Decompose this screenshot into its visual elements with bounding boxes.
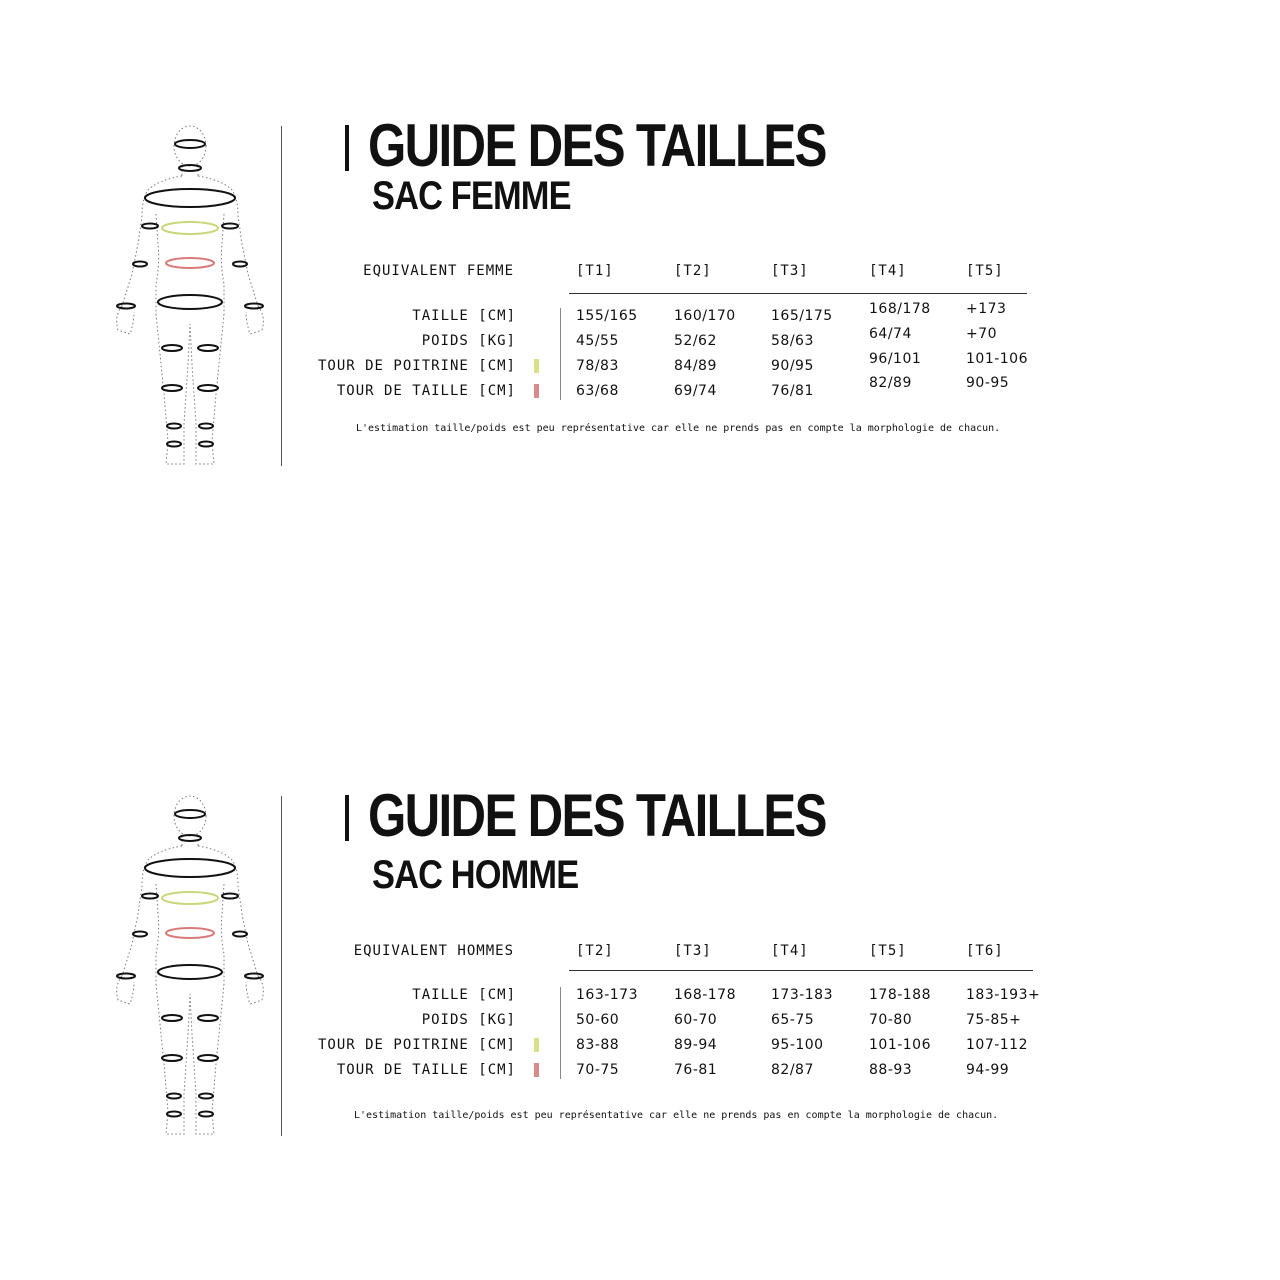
table-cell: 101-106 [966, 351, 1028, 367]
title-accent-bar [345, 795, 349, 841]
table-cell: 163-173 [576, 987, 638, 1003]
row-label: TOUR DE POITRINE [CM] [317, 358, 516, 374]
table-cell: 63/68 [576, 383, 619, 399]
table-cell: 168-178 [674, 987, 736, 1003]
divider-line [281, 126, 282, 466]
table-cell: 45/55 [576, 333, 619, 349]
table-cell: 88-93 [869, 1062, 913, 1078]
table-cell: 101-106 [869, 1037, 931, 1053]
row-color-swatch [534, 1063, 539, 1077]
table-cell: 82/89 [869, 375, 912, 391]
row-color-swatch [534, 359, 539, 373]
table-cell: 76-81 [674, 1062, 718, 1078]
table-cell: 165/175 [771, 308, 833, 324]
row-label: TOUR DE TAILLE [CM] [336, 1062, 516, 1078]
equivalent-label: EQUIVALENT HOMMES [353, 943, 514, 959]
table-cell: 90-95 [966, 375, 1010, 391]
body-measurement-figure-icon [108, 794, 272, 1140]
size-column-header: [T2] [576, 943, 614, 959]
table-cell: 95-100 [771, 1037, 824, 1053]
table-cell: 50-60 [576, 1012, 620, 1028]
table-cell: 65-75 [771, 1012, 815, 1028]
row-label: POIDS [KG] [421, 333, 516, 349]
table-cell: +173 [966, 301, 1007, 317]
table-cell: 75-85+ [966, 1012, 1022, 1028]
row-color-swatch [534, 384, 539, 398]
title-accent-bar [345, 125, 349, 171]
row-label: TOUR DE TAILLE [CM] [336, 383, 516, 399]
table-cell: 58/63 [771, 333, 814, 349]
label-separator [560, 308, 561, 400]
table-cell: 155/165 [576, 308, 638, 324]
disclaimer-note: L'estimation taille/poids est peu représentative car elle ne prends pas en compte la morphologie de chacun. [354, 1110, 999, 1121]
size-column-header: [T2] [674, 263, 712, 279]
table-cell: 60-70 [674, 1012, 718, 1028]
table-cell: 70-80 [869, 1012, 913, 1028]
table-cell: +70 [966, 326, 998, 342]
size-column-header: [T1] [576, 263, 614, 279]
row-label: TOUR DE POITRINE [CM] [317, 1037, 516, 1053]
guide-title: GUIDE DES TAILLES [368, 112, 826, 179]
table-cell: 76/81 [771, 383, 814, 399]
table-cell: 82/87 [771, 1062, 814, 1078]
row-label: TAILLE [CM] [412, 308, 516, 324]
row-label: POIDS [KG] [421, 1012, 516, 1028]
row-color-swatch [534, 1038, 539, 1052]
label-separator [560, 987, 561, 1079]
size-column-header: [T6] [966, 943, 1004, 959]
size-column-header: [T3] [674, 943, 712, 959]
size-column-header: [T5] [966, 263, 1004, 279]
guide-subtitle: SAC HOMME [372, 853, 579, 897]
size-column-header: [T4] [869, 263, 907, 279]
table-cell: 94-99 [966, 1062, 1010, 1078]
table-cell: 178-188 [869, 987, 931, 1003]
divider-line [281, 796, 282, 1136]
table-cell: 96/101 [869, 351, 922, 367]
table-cell: 70-75 [576, 1062, 620, 1078]
table-cell: 90/95 [771, 358, 814, 374]
header-rule [569, 293, 1027, 294]
header-rule [569, 970, 1033, 971]
table-cell: 89-94 [674, 1037, 718, 1053]
guide-title: GUIDE DES TAILLES [368, 782, 826, 849]
guide-subtitle: SAC FEMME [372, 174, 571, 218]
size-column-header: [T3] [771, 263, 809, 279]
table-cell: 64/74 [869, 326, 912, 342]
size-column-header: [T5] [869, 943, 907, 959]
disclaimer-note: L'estimation taille/poids est peu représentative car elle ne prends pas en compte la morphologie de chacun. [356, 423, 1001, 434]
body-measurement-figure-icon [108, 124, 272, 470]
table-cell: 107-112 [966, 1037, 1028, 1053]
table-cell: 83-88 [576, 1037, 620, 1053]
table-cell: 173-183 [771, 987, 833, 1003]
table-cell: 84/89 [674, 358, 717, 374]
table-cell: 160/170 [674, 308, 736, 324]
table-cell: 69/74 [674, 383, 717, 399]
table-cell: 168/178 [869, 301, 931, 317]
size-column-header: [T4] [771, 943, 809, 959]
size-guide [0, 110, 1280, 510]
table-cell: 183-193+ [966, 987, 1041, 1003]
table-cell: 78/83 [576, 358, 619, 374]
table-cell: 52/62 [674, 333, 717, 349]
row-label: TAILLE [CM] [412, 987, 516, 1003]
size-guide [0, 780, 1280, 1180]
equivalent-label: EQUIVALENT FEMME [363, 263, 514, 279]
